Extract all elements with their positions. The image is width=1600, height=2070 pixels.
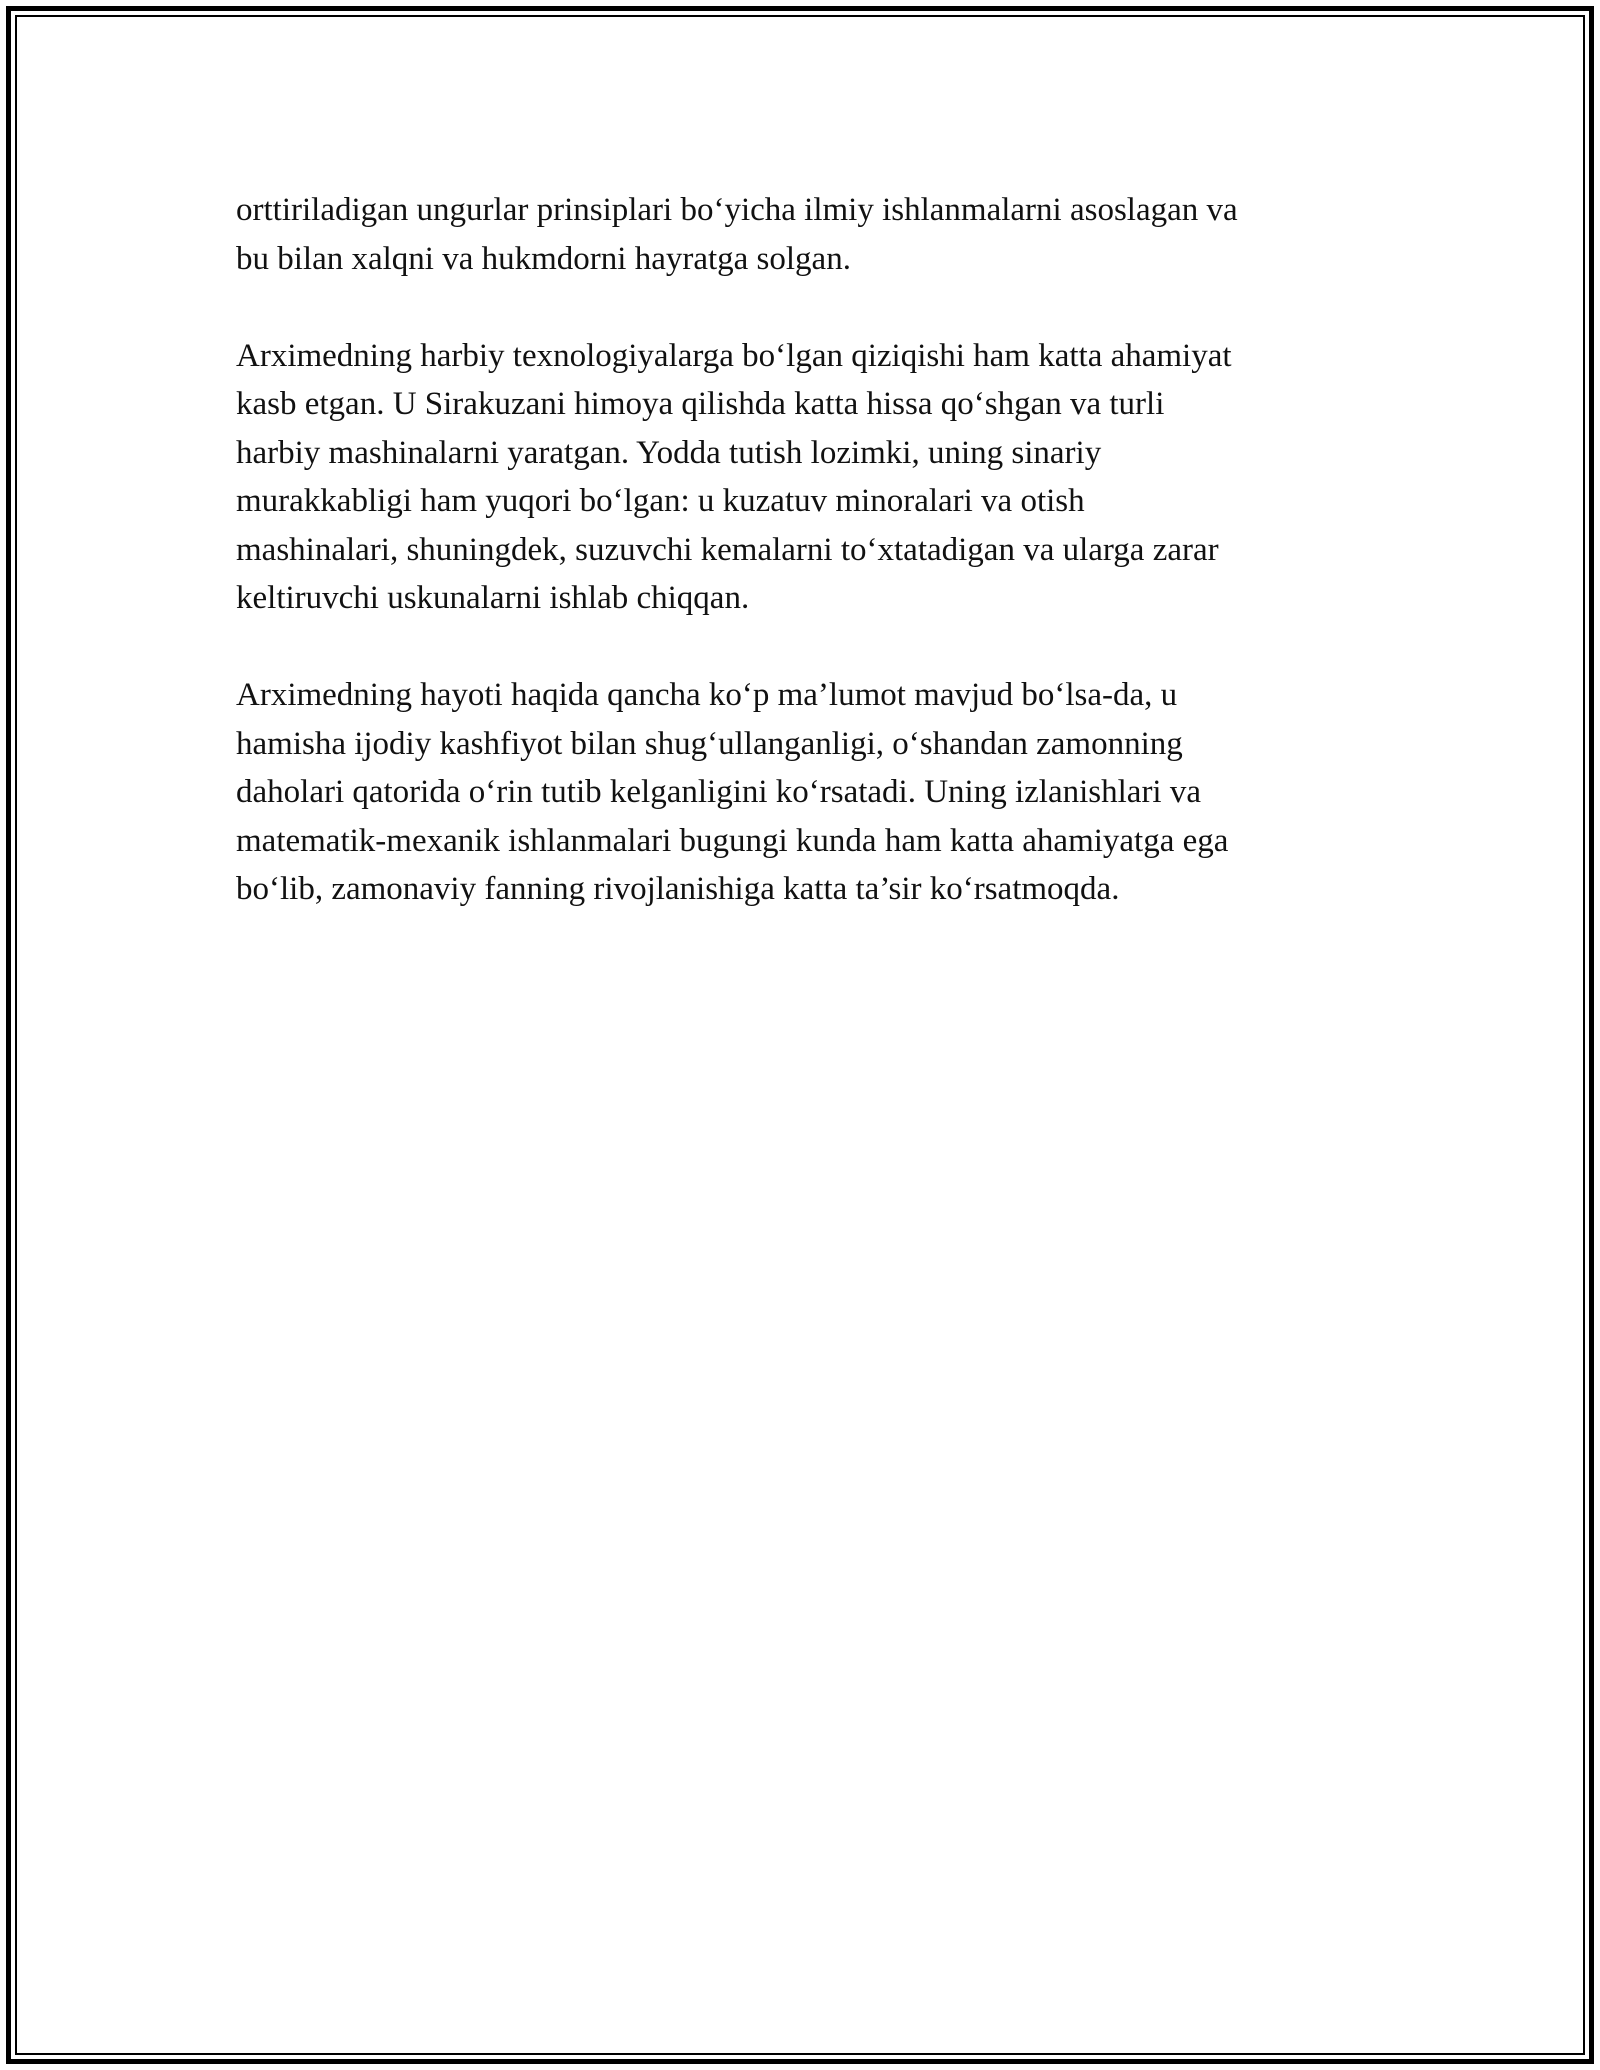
text-line: Arximedning hayoti haqida qancha ko‘p ma’lumot mavjud bo‘lsa-da, u: [236, 677, 1178, 713]
text-line: bu bilan xalqni va hukmdorni hayratga solgan.: [236, 240, 851, 277]
paragraph-3: [236, 671, 1366, 914]
text-line: orttiriladigan ungurlar prinsiplari bo‘yicha ilmiy ishlanmalarni asoslagan va: [236, 192, 1238, 228]
text-line: kasb etgan. U Sirakuzani himoya qilishda katta hissa qo‘shgan va turli: [236, 386, 1165, 422]
text-line: keltiruvchi uskunalarni ishlab chiqqan.: [236, 580, 750, 616]
text-line: Arximedning harbiy texnologiyalarga bo‘lgan qiziqishi ham katta ahamiyat: [236, 337, 1232, 374]
text-line: hamisha ijodiy kashfiyot bilan shug‘ullanganligi, o‘shandan zamonning: [236, 725, 1183, 762]
document-body: [236, 186, 1366, 962]
paragraph-1: [236, 186, 1366, 283]
text-line: harbiy mashinalarni yaratgan. Yodda tutish lozimki, uning sinariy: [236, 434, 1102, 471]
text-line: bo‘lib, zamonaviy fanning rivojlanishiga katta ta’sir ko‘rsatmoqda.: [236, 871, 1120, 907]
text-line: murakkabligi ham yuqori bo‘lgan: u kuzatuv minoralari va otish: [236, 483, 1085, 519]
text-line: matematik-mexanik ishlanmalari bugungi kunda ham katta ahamiyatga ega: [236, 822, 1229, 859]
text-line: daholari qatorida o‘rin tutib kelganligini ko‘rsatadi. Uning izlanishlari va: [236, 774, 1201, 810]
text-line: mashinalari, shuningdek, suzuvchi kemalarni to‘xtatadigan va ularga zarar: [236, 531, 1219, 568]
paragraph-2: [236, 332, 1366, 623]
